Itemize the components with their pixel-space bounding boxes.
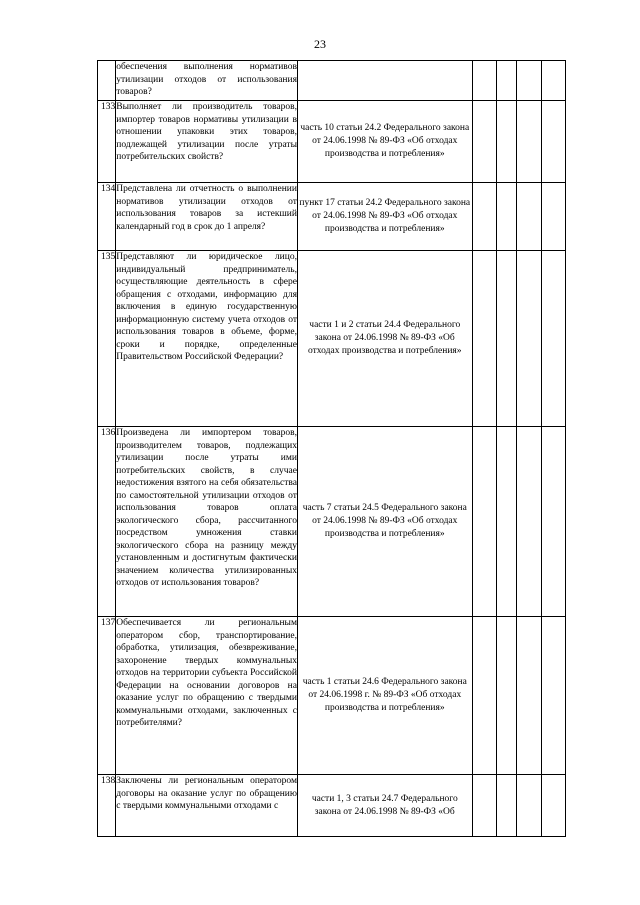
empty-cell	[496, 101, 516, 183]
row-number: 137	[98, 617, 116, 775]
legal-basis: часть 1 статьи 24.6 Федерального закона от 24.06.1998 г. № 89-ФЗ «Об отходах производства и потребления»	[297, 617, 472, 775]
question-text: Заключены ли региональным оператором договоры на оказание услуг по обращению с твердыми коммунальными отходами с	[116, 775, 298, 837]
empty-cell	[472, 61, 496, 101]
empty-cell	[496, 251, 516, 427]
row-number: 133	[98, 101, 116, 183]
legal-basis: пункт 17 статьи 24.2 Федерального закона от 24.06.1998 № 89-ФЗ «Об отходах производства и потребления»	[297, 183, 472, 251]
empty-cell	[472, 101, 496, 183]
empty-cell	[541, 775, 565, 837]
legal-basis: часть 10 статьи 24.2 Федерального закона от 24.06.1998 № 89-ФЗ «Об отходах производства и потребления»	[297, 101, 472, 183]
empty-cell	[472, 427, 496, 617]
empty-cell	[541, 183, 565, 251]
empty-cell	[496, 617, 516, 775]
empty-cell	[496, 427, 516, 617]
table-row	[98, 251, 566, 427]
table-row	[98, 101, 566, 183]
table-row	[98, 61, 566, 101]
empty-cell	[496, 183, 516, 251]
table-row	[98, 617, 566, 775]
row-number: 136	[98, 427, 116, 617]
empty-cell	[517, 617, 541, 775]
empty-cell	[517, 775, 541, 837]
legal-basis: часть 7 статьи 24.5 Федерального закона от 24.06.1998 № 89-ФЗ «Об отходах производства и потребления»	[297, 427, 472, 617]
question-text: Представлена ли отчетность о выполнении нормативов утилизации отходов от использования товаров за истекший календарный год в срок до 1 апреля?	[116, 183, 298, 251]
empty-cell	[541, 61, 565, 101]
empty-cell	[496, 61, 516, 101]
empty-cell	[496, 775, 516, 837]
empty-cell	[517, 101, 541, 183]
empty-cell	[517, 251, 541, 427]
empty-cell	[541, 617, 565, 775]
checklist-table	[97, 60, 566, 837]
empty-cell	[472, 617, 496, 775]
table-row	[98, 775, 566, 837]
row-number: 134	[98, 183, 116, 251]
empty-cell	[541, 101, 565, 183]
table-row	[98, 427, 566, 617]
row-number: 138	[98, 775, 116, 837]
empty-cell	[541, 251, 565, 427]
empty-cell	[472, 183, 496, 251]
question-text: обеспечения выполнения нормативов утилизации отходов от использования товаров?	[116, 61, 298, 101]
legal-basis: части 1, 3 статьи 24.7 Федерального закона от 24.06.1998 № 89-ФЗ «Об	[297, 775, 472, 837]
empty-cell	[517, 427, 541, 617]
table-row	[98, 183, 566, 251]
row-number: 135	[98, 251, 116, 427]
page-number: 23	[314, 37, 326, 51]
empty-cell	[472, 251, 496, 427]
question-text: Представляют ли юридическое лицо, индивидуальный предприниматель, осуществляющие деятельность в сфере обращения с отходами, информацию для включения в единую государственную информационную систему учета отходов от использования товаров в объеме, форме, сроки и порядке, определенные Правительством Российской Федерации?	[116, 251, 298, 427]
question-text: Выполняет ли производитель товаров, импортер товаров нормативы утилизации в отношении упаковки этих товаров, подлежащей утилизации после утраты потребительских свойств?	[116, 101, 298, 183]
empty-cell	[517, 61, 541, 101]
empty-cell	[517, 183, 541, 251]
empty-cell	[541, 427, 565, 617]
question-text: Обеспечивается ли региональным оператором сбор, транспортирование, обработка, утилизация, обезвреживание, захоронение твердых коммунальных отходов на территории субъекта Российской Федерации на основании договоров на оказание услуг по обращению с твердыми коммунальными отходами, заключенных с потребителями?	[116, 617, 298, 775]
empty-cell	[472, 775, 496, 837]
row-number	[98, 61, 116, 101]
question-text: Произведена ли импортером товаров, производителем товаров, подлежащих утилизации после утраты ими потребительских свойств, в случае недостижения взятого на себя обязательства по самостоятельной утилизации отходов от использования товаров оплата экологического сбора, рассчитанного посредством умножения ставки экологического сбора на разницу между установленным и достигнутым фактически значением количества утилизированных отходов от использования товаров?	[116, 427, 298, 617]
legal-basis	[297, 61, 472, 101]
legal-basis: части 1 и 2 статьи 24.4 Федерального закона от 24.06.1998 № 89-ФЗ «Об отходах производства и потребления»	[297, 251, 472, 427]
